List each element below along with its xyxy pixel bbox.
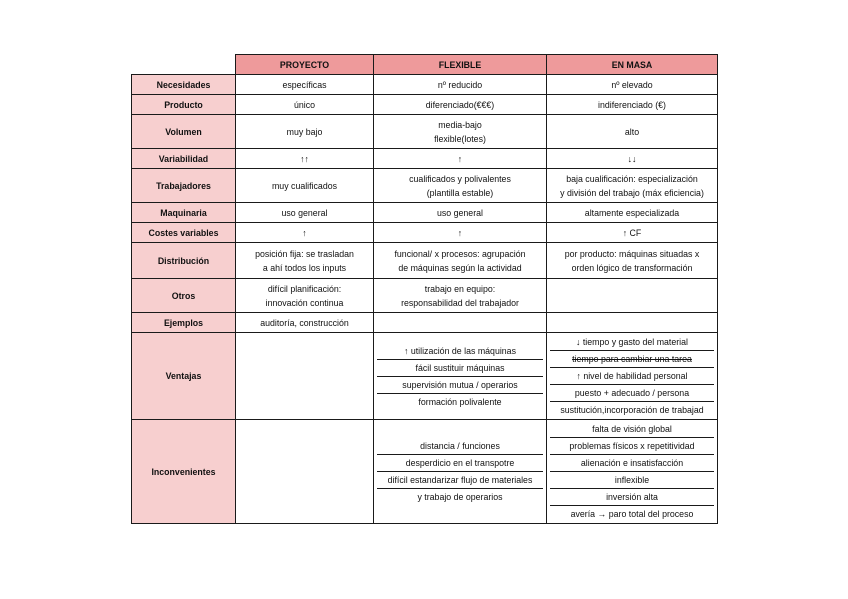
cell-trabajadores-en-masa-line1: baja cualificación: especialización bbox=[566, 173, 698, 184]
cell-distribucion-proyecto bbox=[236, 243, 374, 279]
row-label-otros: Otros bbox=[132, 279, 236, 313]
ventajas-flexible-item: supervisión mutua / operarios bbox=[377, 377, 543, 394]
row-costes-variables bbox=[132, 223, 718, 243]
cell-distribucion-flexible bbox=[374, 243, 547, 279]
row-maquinaria bbox=[132, 203, 718, 223]
cell-inconvenientes-flexible bbox=[374, 420, 547, 524]
ventajas-en-masa-item: ↑ nivel de habilidad personal bbox=[550, 368, 714, 385]
ventajas-flexible-item: ↑ utilización de las máquinas bbox=[377, 343, 543, 360]
cell-otros-proyecto-line1: difícil planificación: bbox=[267, 283, 342, 294]
inconvenientes-en-masa-item: avería → paro total del proceso bbox=[570, 509, 694, 519]
cell-ventajas-flexible bbox=[374, 333, 547, 420]
cell-volumen-flexible bbox=[374, 115, 547, 149]
cell-necesidades-en-masa: nº elevado bbox=[547, 75, 718, 95]
row-label-volumen: Volumen bbox=[132, 115, 236, 149]
cell-trabajadores-en-masa bbox=[547, 169, 718, 203]
cell-volumen-proyecto: muy bajo bbox=[236, 115, 374, 149]
cell-distribucion-en-masa-line1: por producto: máquinas situadas x bbox=[564, 248, 700, 259]
inconvenientes-en-masa-item: alienación e insatisfacción bbox=[550, 455, 714, 472]
row-distribucion bbox=[132, 243, 718, 279]
cell-otros-flexible-line2: responsabilidad del trabajador bbox=[401, 297, 519, 308]
row-label-necesidades: Necesidades bbox=[132, 75, 236, 95]
cell-ejemplos-en-masa bbox=[547, 313, 718, 333]
cell-distribucion-flexible-line2: de máquinas según la actividad bbox=[398, 262, 522, 273]
cell-ventajas-proyecto bbox=[236, 333, 374, 420]
row-label-producto: Producto bbox=[132, 95, 236, 115]
cell-volumen-flexible-line2: flexible(lotes) bbox=[434, 133, 486, 144]
cell-costes-en-masa: ↑ CF bbox=[547, 223, 718, 243]
cell-otros-flexible-line1: trabajo en equipo: bbox=[424, 283, 496, 294]
corner-cell bbox=[132, 55, 236, 75]
inconvenientes-en-masa-item: inversión alta bbox=[550, 489, 714, 506]
row-label-ejemplos: Ejemplos bbox=[132, 313, 236, 333]
row-ventajas bbox=[132, 333, 718, 420]
header-row bbox=[132, 55, 718, 75]
production-systems-table bbox=[131, 54, 718, 524]
row-label-trabajadores: Trabajadores bbox=[132, 169, 236, 203]
ventajas-en-masa-item: sustitución,incorporación de trabajad bbox=[560, 405, 704, 415]
cell-distribucion-en-masa bbox=[547, 243, 718, 279]
cell-trabajadores-flexible-line1: cualificados y polivalentes bbox=[409, 173, 511, 184]
row-trabajadores bbox=[132, 169, 718, 203]
inconvenientes-flexible-item: distancia / funciones bbox=[377, 438, 543, 455]
row-label-variabilidad: Variabilidad bbox=[132, 149, 236, 169]
row-label-ventajas: Ventajas bbox=[132, 333, 236, 420]
ventajas-flexible-item: fácil sustituir máquinas bbox=[377, 360, 543, 377]
row-label-distribucion: Distribución bbox=[132, 243, 236, 279]
cell-variabilidad-en-masa: ↓↓ bbox=[547, 149, 718, 169]
cell-trabajadores-flexible-line2: (plantilla estable) bbox=[426, 187, 494, 198]
cell-distribucion-en-masa-line2: orden lógico de transformación bbox=[571, 262, 693, 273]
cell-maquinaria-flexible: uso general bbox=[374, 203, 547, 223]
cell-trabajadores-en-masa-line2: y división del trabajo (máx eficiencia) bbox=[560, 187, 704, 198]
cell-ejemplos-flexible bbox=[374, 313, 547, 333]
cell-inconvenientes-proyecto bbox=[236, 420, 374, 524]
cell-volumen-en-masa: alto bbox=[547, 115, 718, 149]
row-label-costes-variables: Costes variables bbox=[132, 223, 236, 243]
row-necesidades bbox=[132, 75, 718, 95]
cell-necesidades-proyecto: específicas bbox=[236, 75, 374, 95]
inconvenientes-en-masa-item: falta de visión global bbox=[550, 421, 714, 438]
cell-ventajas-en-masa bbox=[547, 333, 718, 420]
inconvenientes-en-masa-item: inflexible bbox=[550, 472, 714, 489]
cell-producto-en-masa: indiferenciado (€) bbox=[547, 95, 718, 115]
inconvenientes-en-masa-item: problemas físicos x repetitividad bbox=[550, 438, 714, 455]
cell-costes-proyecto: ↑ bbox=[236, 223, 374, 243]
col-header-flexible: FLEXIBLE bbox=[374, 55, 547, 75]
cell-variabilidad-proyecto: ↑↑ bbox=[236, 149, 374, 169]
row-ejemplos bbox=[132, 313, 718, 333]
cell-trabajadores-proyecto: muy cualificados bbox=[236, 169, 374, 203]
ventajas-flexible-item: formación polivalente bbox=[418, 396, 502, 407]
inconvenientes-flexible-item: difícil estandarizar flujo de materiales bbox=[377, 472, 543, 489]
col-header-proyecto: PROYECTO bbox=[236, 55, 374, 75]
cell-volumen-flexible-line1: media-bajo bbox=[438, 119, 482, 130]
row-producto bbox=[132, 95, 718, 115]
cell-necesidades-flexible: nº reducido bbox=[374, 75, 547, 95]
ventajas-en-masa-item: ↓ tiempo y gasto del material bbox=[550, 334, 714, 351]
cell-maquinaria-en-masa: altamente especializada bbox=[547, 203, 718, 223]
cell-ejemplos-proyecto: auditoría, construcción bbox=[236, 313, 374, 333]
cell-producto-proyecto: único bbox=[236, 95, 374, 115]
cell-costes-flexible: ↑ bbox=[374, 223, 547, 243]
cell-variabilidad-flexible: ↑ bbox=[374, 149, 547, 169]
cell-distribucion-proyecto-line1: posición fija: se trasladan bbox=[255, 248, 354, 259]
cell-maquinaria-proyecto: uso general bbox=[236, 203, 374, 223]
cell-otros-proyecto bbox=[236, 279, 374, 313]
row-label-inconvenientes: Inconvenientes bbox=[132, 420, 236, 524]
row-variabilidad bbox=[132, 149, 718, 169]
cell-otros-en-masa bbox=[547, 279, 718, 313]
inconvenientes-flexible-item: y trabajo de operarios bbox=[417, 492, 503, 502]
cell-otros-flexible bbox=[374, 279, 547, 313]
cell-producto-flexible: diferenciado(€€€) bbox=[374, 95, 547, 115]
row-volumen bbox=[132, 115, 718, 149]
cell-distribucion-proyecto-line2: a ahí todos los inputs bbox=[262, 262, 347, 273]
cell-inconvenientes-en-masa bbox=[547, 420, 718, 524]
cell-distribucion-flexible-line1: funcional/ x procesos: agrupación bbox=[394, 248, 526, 259]
inconvenientes-flexible-item: desperdicio en el transpotre bbox=[377, 455, 543, 472]
ventajas-en-masa-item-struck: tiempo para cambiar una tarea bbox=[550, 351, 714, 368]
cell-otros-proyecto-line2: innovación continua bbox=[265, 297, 344, 308]
col-header-en-masa: EN MASA bbox=[547, 55, 718, 75]
row-label-maquinaria: Maquinaria bbox=[132, 203, 236, 223]
ventajas-en-masa-item: puesto + adecuado / persona bbox=[550, 385, 714, 402]
row-otros bbox=[132, 279, 718, 313]
row-inconvenientes bbox=[132, 420, 718, 524]
cell-trabajadores-flexible bbox=[374, 169, 547, 203]
